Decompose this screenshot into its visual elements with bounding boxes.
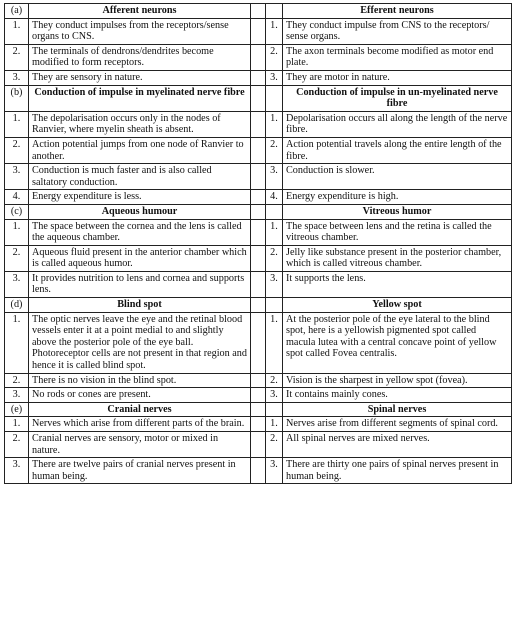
right-row-text: It contains mainly cones. bbox=[283, 388, 512, 403]
section-label: (a) bbox=[5, 4, 29, 19]
table-row bbox=[5, 111, 512, 137]
left-row-number: 2. bbox=[5, 44, 29, 70]
table-row bbox=[5, 417, 512, 432]
left-row-text: Nerves which arise from different parts of the brain. bbox=[29, 417, 251, 432]
left-row-text: There is no vision in the blind spot. bbox=[29, 373, 251, 388]
right-column-title: Conduction of impulse in un-myelinated nerve fibre bbox=[283, 85, 512, 111]
column-gap bbox=[251, 432, 266, 458]
left-column-title: Cranial nerves bbox=[29, 402, 251, 417]
right-row-text: There are thirty one pairs of spinal nerves present in human being. bbox=[283, 458, 512, 484]
table-row bbox=[5, 44, 512, 70]
left-row-number: 1. bbox=[5, 417, 29, 432]
left-row-text: The terminals of dendrons/dendrites become modified to form receptors. bbox=[29, 44, 251, 70]
right-label-cell bbox=[266, 298, 283, 313]
table-row bbox=[5, 388, 512, 403]
right-label-cell bbox=[266, 402, 283, 417]
left-row-text: Action potential jumps from one node of Ranvier to another. bbox=[29, 137, 251, 163]
right-row-text: Vision is the sharpest in yellow spot (fovea). bbox=[283, 373, 512, 388]
table-row bbox=[5, 219, 512, 245]
table-row bbox=[5, 458, 512, 484]
column-gap bbox=[251, 44, 266, 70]
left-row-number: 3. bbox=[5, 271, 29, 297]
left-row-text: It provides nutrition to lens and cornea and supports lens. bbox=[29, 271, 251, 297]
table-row bbox=[5, 190, 512, 205]
right-row-text: Energy expenditure is high. bbox=[283, 190, 512, 205]
right-row-text: It supports the lens. bbox=[283, 271, 512, 297]
left-row-text: They are sensory in nature. bbox=[29, 70, 251, 85]
right-label-cell bbox=[266, 204, 283, 219]
left-row-text: The space between the cornea and the lens is called the aqueous chamber. bbox=[29, 219, 251, 245]
table-row bbox=[5, 18, 512, 44]
left-row-number: 3. bbox=[5, 164, 29, 190]
right-row-number: 3. bbox=[266, 271, 283, 297]
column-gap bbox=[251, 190, 266, 205]
left-column-title: Aqueous humour bbox=[29, 204, 251, 219]
left-row-number: 1. bbox=[5, 219, 29, 245]
right-row-number: 2. bbox=[266, 373, 283, 388]
right-row-text: The space between lens and the retina is called the vitreous chamber. bbox=[283, 219, 512, 245]
column-gap bbox=[251, 245, 266, 271]
column-gap bbox=[251, 298, 266, 313]
column-gap bbox=[251, 111, 266, 137]
left-row-text: Conduction is much faster and is also called saltatory conduction. bbox=[29, 164, 251, 190]
left-row-number: 3. bbox=[5, 458, 29, 484]
right-column-title: Vitreous humor bbox=[283, 204, 512, 219]
right-row-number: 2. bbox=[266, 432, 283, 458]
section-header-row bbox=[5, 298, 512, 313]
column-gap bbox=[251, 204, 266, 219]
left-row-text: Aqueous fluid present in the anterior chamber which is called aqueous humor. bbox=[29, 245, 251, 271]
table-row bbox=[5, 70, 512, 85]
table-row bbox=[5, 312, 512, 373]
left-column-title: Conduction of impulse in myelinated nerve fibre bbox=[29, 85, 251, 111]
right-row-number: 3. bbox=[266, 164, 283, 190]
right-row-text: They are motor in nature. bbox=[283, 70, 512, 85]
left-row-text: The optic nerves leave the eye and the retinal blood vessels enter it at a point medial to and slightly above the posterior pole of the eye ball. Photoreceptor cells are not present in that region and hence it is called blind spot. bbox=[29, 312, 251, 373]
left-row-text: They conduct impulses from the receptors/sense organs to CNS. bbox=[29, 18, 251, 44]
right-row-text: Depolarisation occurs all along the length of the nerve fibre. bbox=[283, 111, 512, 137]
right-row-text: All spinal nerves are mixed nerves. bbox=[283, 432, 512, 458]
column-gap bbox=[251, 4, 266, 19]
right-row-text: The axon terminals become modified as motor end plate. bbox=[283, 44, 512, 70]
column-gap bbox=[251, 70, 266, 85]
right-row-text: At the posterior pole of the eye lateral to the blind spot, here is a yellowish pigmented spot called macula lutea with a central concave point of yellow spot called Fovea centralis. bbox=[283, 312, 512, 373]
table-row bbox=[5, 245, 512, 271]
left-row-number: 3. bbox=[5, 70, 29, 85]
right-label-cell bbox=[266, 4, 283, 19]
column-gap bbox=[251, 137, 266, 163]
right-row-number: 1. bbox=[266, 219, 283, 245]
comparison-table-body bbox=[5, 4, 512, 484]
column-gap bbox=[251, 312, 266, 373]
left-row-number: 2. bbox=[5, 432, 29, 458]
table-row bbox=[5, 271, 512, 297]
column-gap bbox=[251, 219, 266, 245]
right-column-title: Efferent neurons bbox=[283, 4, 512, 19]
right-row-text: Nerves arise from different segments of spinal cord. bbox=[283, 417, 512, 432]
right-row-text: They conduct impulse from CNS to the receptors/ sense organs. bbox=[283, 18, 512, 44]
right-label-cell bbox=[266, 85, 283, 111]
table-row bbox=[5, 373, 512, 388]
right-row-number: 3. bbox=[266, 458, 283, 484]
left-row-number: 1. bbox=[5, 18, 29, 44]
right-row-number: 3. bbox=[266, 388, 283, 403]
left-row-text: No rods or cones are present. bbox=[29, 388, 251, 403]
section-label: (d) bbox=[5, 298, 29, 313]
left-column-title: Blind spot bbox=[29, 298, 251, 313]
column-gap bbox=[251, 402, 266, 417]
right-row-text: Action potential travels along the entire length of the fibre. bbox=[283, 137, 512, 163]
column-gap bbox=[251, 373, 266, 388]
right-row-number: 4. bbox=[266, 190, 283, 205]
section-header-row bbox=[5, 402, 512, 417]
section-label: (c) bbox=[5, 204, 29, 219]
right-row-number: 1. bbox=[266, 18, 283, 44]
right-row-number: 3. bbox=[266, 70, 283, 85]
right-row-text: Jelly like substance present in the posterior chamber, which is called vitreous chamber. bbox=[283, 245, 512, 271]
left-row-number: 2. bbox=[5, 245, 29, 271]
right-row-number: 2. bbox=[266, 245, 283, 271]
column-gap bbox=[251, 85, 266, 111]
section-header-row bbox=[5, 204, 512, 219]
left-row-number: 2. bbox=[5, 373, 29, 388]
column-gap bbox=[251, 271, 266, 297]
left-row-text: Energy expenditure is less. bbox=[29, 190, 251, 205]
section-label: (b) bbox=[5, 85, 29, 111]
left-row-number: 4. bbox=[5, 190, 29, 205]
column-gap bbox=[251, 458, 266, 484]
right-column-title: Spinal nerves bbox=[283, 402, 512, 417]
section-label: (e) bbox=[5, 402, 29, 417]
column-gap bbox=[251, 388, 266, 403]
right-row-number: 1. bbox=[266, 312, 283, 373]
right-row-text: Conduction is slower. bbox=[283, 164, 512, 190]
comparison-table bbox=[4, 3, 512, 484]
left-row-number: 1. bbox=[5, 312, 29, 373]
table-row bbox=[5, 432, 512, 458]
left-row-text: The depolarisation occurs only in the nodes of Ranvier, where myelin sheath is absent. bbox=[29, 111, 251, 137]
column-gap bbox=[251, 164, 266, 190]
table-row bbox=[5, 137, 512, 163]
left-column-title: Afferent neurons bbox=[29, 4, 251, 19]
right-row-number: 1. bbox=[266, 417, 283, 432]
left-row-number: 2. bbox=[5, 137, 29, 163]
right-row-number: 2. bbox=[266, 44, 283, 70]
right-row-number: 2. bbox=[266, 137, 283, 163]
column-gap bbox=[251, 18, 266, 44]
section-header-row bbox=[5, 4, 512, 19]
left-row-number: 1. bbox=[5, 111, 29, 137]
right-column-title: Yellow spot bbox=[283, 298, 512, 313]
section-header-row bbox=[5, 85, 512, 111]
right-row-number: 1. bbox=[266, 111, 283, 137]
table-row bbox=[5, 164, 512, 190]
left-row-text: Cranial nerves are sensory, motor or mixed in nature. bbox=[29, 432, 251, 458]
left-row-text: There are twelve pairs of cranial nerves present in human being. bbox=[29, 458, 251, 484]
column-gap bbox=[251, 417, 266, 432]
left-row-number: 3. bbox=[5, 388, 29, 403]
